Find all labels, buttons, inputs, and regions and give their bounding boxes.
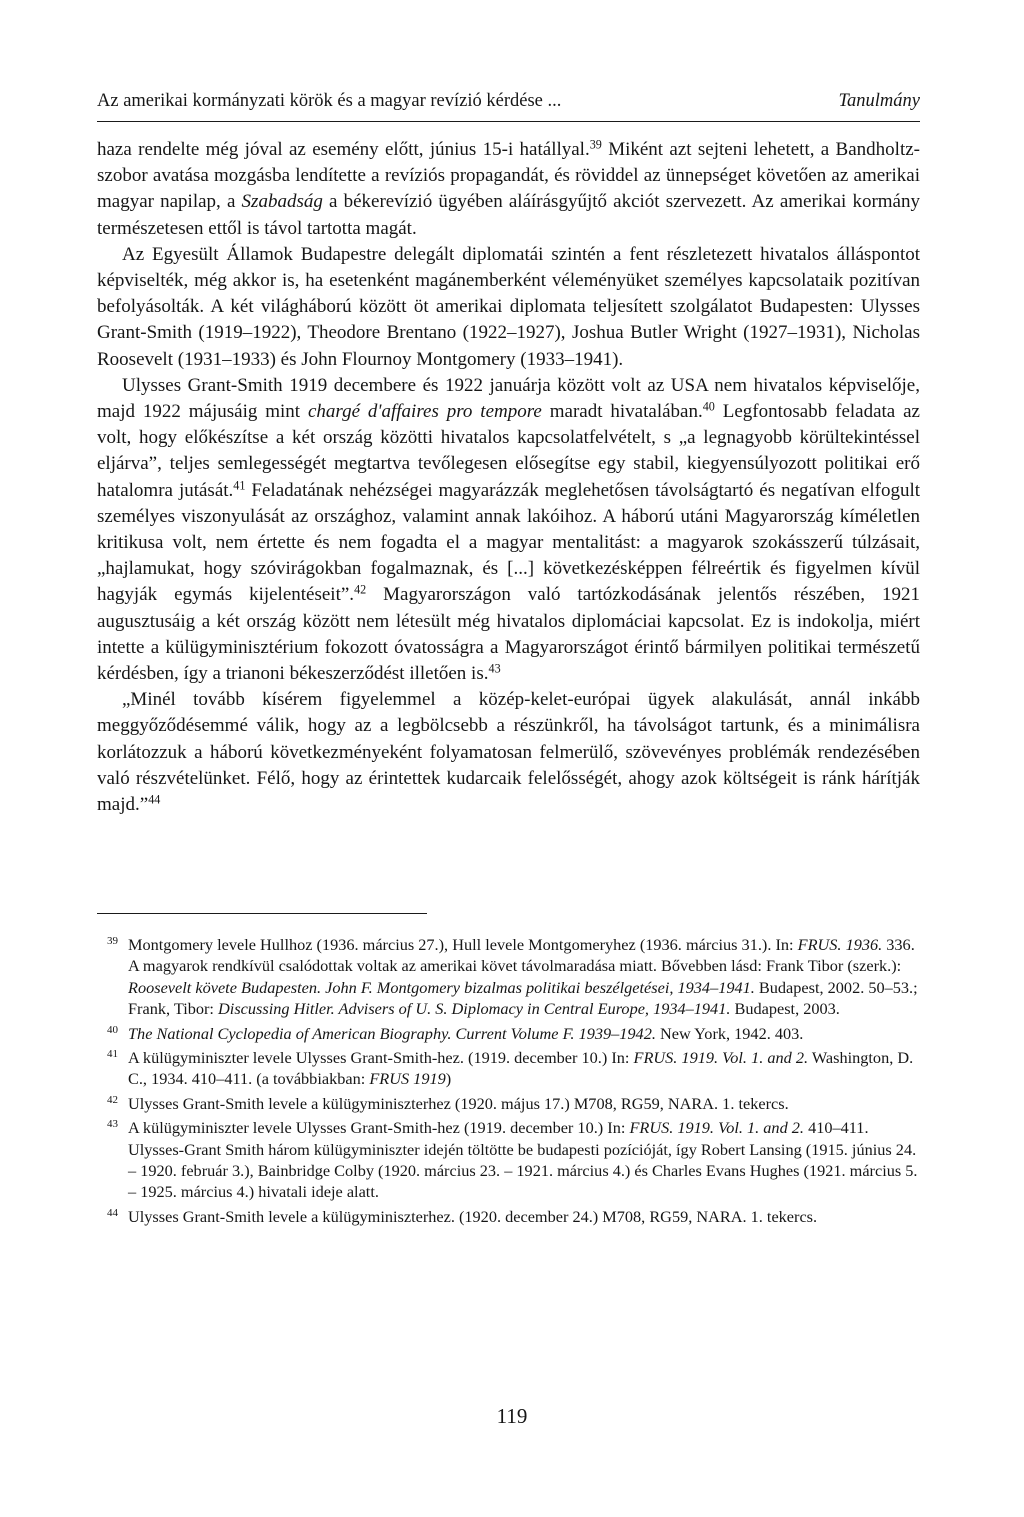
italic-text: Szabadság [241,191,323,213]
footnote-ref: 40 [702,399,715,414]
footnote [97,934,920,1020]
italic-text: FRUS. 1936. [797,935,883,954]
italic-text: The National Cyclopedia of American Biography. Current Volume F. 1939–1942. [128,1023,656,1043]
italic-text: FRUS. 1919. Vol. 1. and 2. [629,1118,804,1138]
text-run: 410–411. Ulysses-Grant Smith három külügyminiszter idején töltötte be budapesti pozícióját, így Robert Lansing (1915. június 24. – 1920. február 3.), Bainbridge Colby (1920. március 23. – 1921. március 4.) és Charles Evans Hughes (1921. március 5. – 1925. március 4.) hivatali ideje alatt. [128,1118,918,1202]
footnote [97,1206,920,1227]
text-run: 336. A magyarok rendkívül csalódottak voltak az amerikai követ távolmaradása miatt. Bővebben lásd: Frank Tibor (szerk.): [128,935,915,976]
text-run: Ulysses Grant-Smith levele a külügyminiszterhez (1920. május 17.) M708, RG59, NARA. 1. tekercs. [128,1093,789,1113]
paragraph [97,687,920,818]
footnote-number: 39 [107,935,118,947]
footnote [97,1023,920,1044]
header-rule [97,121,920,122]
text-run: Ulysses Grant-Smith 1919 decembere és 1922 januárja között volt az USA nem hivatalos képviselője, majd 1922 májusáig mint [97,374,920,423]
text-run: a békerevízió ügyében aláírásgyűjtő akciót szervezett. Az amerikai kormány természetesen ettől is távol tartotta magát. [97,191,920,239]
italic-text: Roosevelt követe Budapesten. John F. Montgomery bizalmas politikai beszélgetései, 1934–1941. [128,977,755,997]
footnote-ref: 41 [233,477,246,492]
italic-text: chargé d'affaires pro tempore [307,401,542,423]
text-run: Az Egyesült Államok Budapestre delegált diplomatái szintén a fent részletezett hivatalos álláspontot képviselték, még akkor is, ha esetenként magánemberként véleményüket személyes kapcsolataik pozitívan befolyásolták. A két világháború között öt amerikai diplomata teljesített szolgálatot Budapesten: Ulysses Grant-Smith (1919–1922), Theodore Brentano (1922–1927), Joshua Butler Wright (1927–1931), Nicholas Roosevelt (1931–1933) és John Flournoy Montgomery (1933–1941). [97,243,920,370]
section-label: Tanulmány [838,91,920,111]
italic-text: Discussing Hitler. Advisers of U. S. Diplomacy in Central Europe, 1934–1941. [218,999,731,1019]
footnote [97,1117,920,1203]
italic-text: FRUS 1919 [369,1069,446,1089]
text-run: A külügyminiszter levele Ulysses Grant-Smith-hez (1919. december 10.) In: [128,1118,630,1138]
text-run: Washington, D. C., 1934. 410–411. (a továbbiakban: [128,1048,914,1089]
footnote-ref: 42 [354,582,367,597]
text-run: Legfontosabb feladata az volt, hogy előkészítse a két ország közötti hivatalos kapcsolatfelvételt, s „a legnagyobb körültekintéssel eljárva”, teljes semlegességét megtartva tevőlegesen elősegítse egy stabil, kiegyensúlyozott politikai erő hatalomra jutását. [97,401,920,501]
text-run: Miként azt sejteni lehetett, a Bandholtz-szobor avatása mozgásba lendítette a revíziós propagandát, és röviddel az ünnepséget követően az amerikai magyar napilap, a [97,139,920,213]
footnote-ref: 44 [148,792,161,807]
text-run: Ulysses Grant-Smith levele a külügyminiszterhez. (1920. december 24.) M708, RG59, NARA. 1. tekercs. [128,1206,818,1226]
text-run: Feladatának nehézségei magyarázzák meglehetősen távolságtartó és negatívan elfogult személyes viszonyulását az országhoz, valamint annak lakóihoz. A háború utáni Magyarország kíméletlen kritikusa volt, nem értette és nem fogadta el a magyar mentalitást: a magyarok szokásszerű túlzásait, „hajlamukat, hogy szóvirágokban fogalmaznak, és [...] következésképpen félreértik és figyelmen kívül hagyják egymás kijelentéseit”. [97,479,920,606]
text-run: Budapest, 2002. 50–53.; Frank, Tibor: [128,977,918,1019]
footnote-ref: 43 [488,661,501,676]
text-run: maradt hivatalában. [541,401,703,423]
text-run: „Minél tovább kísérem figyelemmel a közép-kelet-európai ügyek alakulását, annál inkább meggyőződésemmé válik, hogy az a legbölcsebb a részünkről, ha távolságot tartunk, és a minimálisra korlátozzuk a háború következményeként folyamatosan felmerülő, szövevényes problémák rendezésében való részvételünket. Félő, hogy az érintettek kudarcaik felelősségét, ahogy azok költségeit is ránk hárítják majd.” [97,689,920,816]
footnote-rule [97,913,427,914]
text-run: A külügyminiszter levele Ulysses Grant-Smith-hez. (1919. december 10.) In: [128,1048,634,1068]
text-run: New York, 1942. 403. [655,1023,804,1043]
paragraph [97,373,920,687]
footnote-number: 43 [107,1118,118,1131]
footnote [97,1047,920,1090]
text-run: Budapest, 2003. [730,999,840,1019]
footnote-number: 44 [107,1206,118,1219]
running-head [97,89,920,113]
body-text [97,137,920,818]
footnote-number: 42 [107,1093,118,1106]
footnote-number: 41 [107,1048,118,1061]
footnote-ref: 39 [589,137,602,152]
text-run: Montgomery levele Hullhoz (1936. március 27.), Hull levele Montgomeryhez (1936. március 31.). In: [128,935,798,954]
footnote-number: 40 [107,1023,118,1036]
text-run: ) [445,1069,452,1089]
footnotes [97,934,920,1230]
page-number: 119 [496,1404,528,1428]
paragraph [97,137,920,242]
footnote [97,1093,920,1114]
text-run: Magyarországon való tartózkodásának jelentős részében, 1921 augusztusáig a két ország között nem létesült még hivatalos diplomáciai kapcsolat. Ez is indokolja, miért intette a külügyminisztérium fokozott óvatosságra a Magyarországot érintő bármilyen politikai természetű kérdésben, így a trianoni békeszerződést illetően is. [97,584,920,685]
text-run: haza rendelte még jóval az esemény előtt, június 15-i hatállyal. [97,139,590,160]
paragraph [97,242,920,373]
italic-text: FRUS. 1919. Vol. 1. and 2. [633,1048,809,1068]
running-title: Az amerikai kormányzati körök és a magyar revízió kérdése ... [97,91,562,111]
